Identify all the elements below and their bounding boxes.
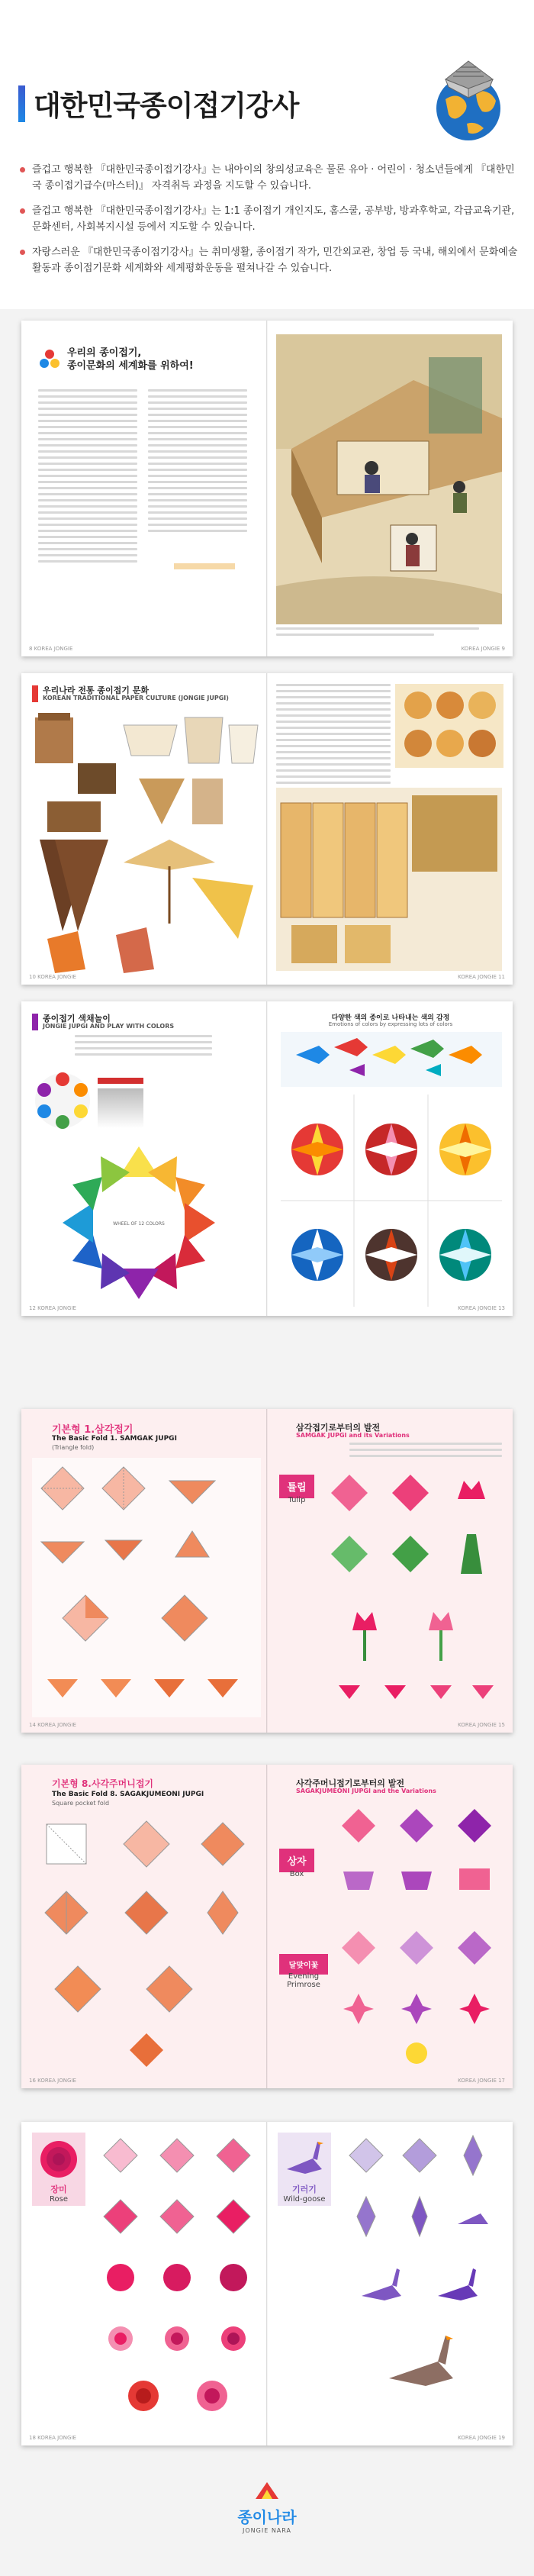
book-spread-traditional [21, 673, 513, 985]
primrose-label: 달맞이꽃 [279, 1954, 328, 1975]
spread-heading: 우리나라 전통 종이접기 문화 [43, 685, 149, 695]
variations-title-en: SAGAKJUMEONI JUPGI and the Variations [296, 1788, 436, 1794]
bullet-item: 즐겁고 행복한 『대한민국종이접기강사』는 1:1 종이접기 개인지도, 홈스쿨, 공부방, 방과후학교, 각급교육기관, 문화센터, 사회복지시설 등에서 지도할 수 있습니다. [18, 203, 522, 235]
rose-fold-diagram [90, 2133, 264, 2430]
body-text-column [276, 684, 391, 788]
book-spread-intro [21, 321, 513, 656]
box-label: 상자 [279, 1849, 314, 1872]
page-number: 8 KOREA JONGIE [29, 646, 73, 652]
rose-label-en: Rose [50, 2195, 68, 2204]
square-pocket-diagram [32, 1814, 261, 2073]
color-swatch [98, 1078, 143, 1084]
variations-title: 사각주머니접기로부터의 발전 [296, 1778, 404, 1788]
book-spread-square-pocket [21, 1765, 513, 2088]
page-number: 10 KOREA JONGIE [29, 974, 76, 980]
variations-title-en: SAMGAK JUPGI and its Variations [296, 1432, 410, 1439]
box-primrose-diagram [330, 1803, 503, 2070]
origami-fish-image [281, 1032, 502, 1087]
small-color-wheel [32, 1070, 93, 1131]
primrose-label-en: Evening Primrose [287, 1972, 320, 1989]
spread-heading: 종이접기 색채놀이 [43, 1014, 111, 1024]
spread-subheading: KOREAN TRADITIONAL PAPER CULTURE (JONGIE JUPGI) [43, 695, 229, 701]
body-text-column [148, 389, 247, 536]
page-number: KOREA JONGIE 19 [458, 2435, 505, 2441]
wheel-label: WHEEL OF 12 COLORS [113, 1221, 165, 1227]
header [0, 0, 534, 309]
section-title: 다양한 색의 종이로 나타내는 색의 감정 [331, 1014, 450, 1022]
goose-label: 기러기 [292, 2184, 317, 2194]
page-number: 18 KOREA JONGIE [29, 2435, 76, 2441]
variations-title: 삼각접기로부터의 발전 [296, 1423, 381, 1433]
spread-heading: 우리의 종이접기, 종이문화의 세계화를 위하여! [67, 347, 194, 372]
page-number: KOREA JONGIE 15 [458, 1722, 505, 1728]
triangle-fold-diagram [32, 1458, 261, 1717]
heading-accent-bar [32, 685, 38, 702]
gray-gradient-swatch [98, 1088, 143, 1128]
body-text-column [38, 389, 137, 566]
bullet-item: 즐겁고 행복한 『대한민국종이접기강사』는 내아이의 창의성교육은 물론 유아 · 어린이 · 청소년들에게 『대한민국 종이접기급수(마스터)』 자격취득 과정을 지도할 수 있습니다. [18, 162, 522, 194]
page-number: 12 KOREA JONGIE [29, 1305, 76, 1311]
page-number: 16 KOREA JONGIE [29, 2078, 76, 2084]
rose-label: 장미 [50, 2184, 67, 2194]
folding-screen-image [276, 788, 502, 971]
intro-bullets [18, 162, 522, 285]
goose-label-en: Wild-goose [283, 2195, 326, 2204]
page-number: KOREA JONGIE 9 [461, 646, 505, 652]
traditional-painting-image [276, 334, 502, 624]
color-dots-icon [38, 348, 61, 371]
page-number: 14 KOREA JONGIE [29, 1722, 76, 1728]
heading-accent-bar [32, 1014, 38, 1030]
fold-title-en: The Basic Fold 8. SAGAKJUMEONI JUPGI [52, 1791, 204, 1798]
fold-subtitle: (Triangle fold) [52, 1444, 95, 1451]
paper-boxes-image [395, 684, 503, 768]
fold-title-kr: 기본형 1.삼각접기 [52, 1424, 134, 1436]
brand-name: 종이나라 [237, 2508, 297, 2526]
title-accent-bar [18, 85, 25, 122]
pinwheel-grid-image [281, 1095, 502, 1307]
fold-title-kr: 기본형 8.사각주머니접기 [52, 1778, 154, 1789]
spread-subheading: JONGIE JUPGI AND PLAY WITH COLORS [43, 1023, 175, 1030]
book-spread-colors [21, 1001, 513, 1316]
book-spread-triangle-fold [21, 1409, 513, 1733]
box-label-en: Box [289, 1870, 304, 1878]
fold-title-en: The Basic Fold 1. SAMGAK JUPGI [52, 1435, 177, 1443]
book-spread-rose-goose [21, 2122, 513, 2445]
caption-text [276, 627, 502, 640]
goose-fold-diagram [336, 2133, 502, 2430]
page-number: KOREA JONGIE 13 [458, 1305, 505, 1311]
traditional-items-collage [32, 710, 261, 977]
brand-name-en: JONGIE NARA [243, 2527, 291, 2534]
globe-origami-emblem [423, 53, 514, 145]
intro-text [75, 1035, 212, 1059]
fold-subtitle: Square pocket fold [52, 1800, 110, 1807]
brand-mark-icon [254, 2481, 280, 2502]
goose-origami-image [282, 2136, 327, 2180]
page-title: 대한민국종이접기강사 [34, 89, 299, 122]
twelve-color-wheel [49, 1139, 229, 1307]
tulip-label-en: Tulip [288, 1496, 306, 1504]
bullet-item: 자랑스러운 『대한민국종이접기강사』는 취미생활, 종이접기 작가, 민간외교관, 창업 등 국내, 해외에서 문화예술활동과 종이접기문화 세계화와 세계평화운동을 펼쳐나갈 수 있습니다. [18, 244, 522, 276]
variations-text [349, 1443, 502, 1461]
section-subtitle: Emotions of colors by expressing lots of colors [328, 1021, 453, 1027]
tulip-fold-diagram [319, 1470, 502, 1714]
footer-logo [220, 2481, 314, 2534]
rose-origami-image [37, 2137, 81, 2181]
page-number: KOREA JONGIE 17 [458, 2078, 505, 2084]
page-number: KOREA JONGIE 11 [458, 974, 505, 980]
caption-highlight [174, 563, 235, 569]
tulip-label: 튤립 [279, 1475, 314, 1498]
